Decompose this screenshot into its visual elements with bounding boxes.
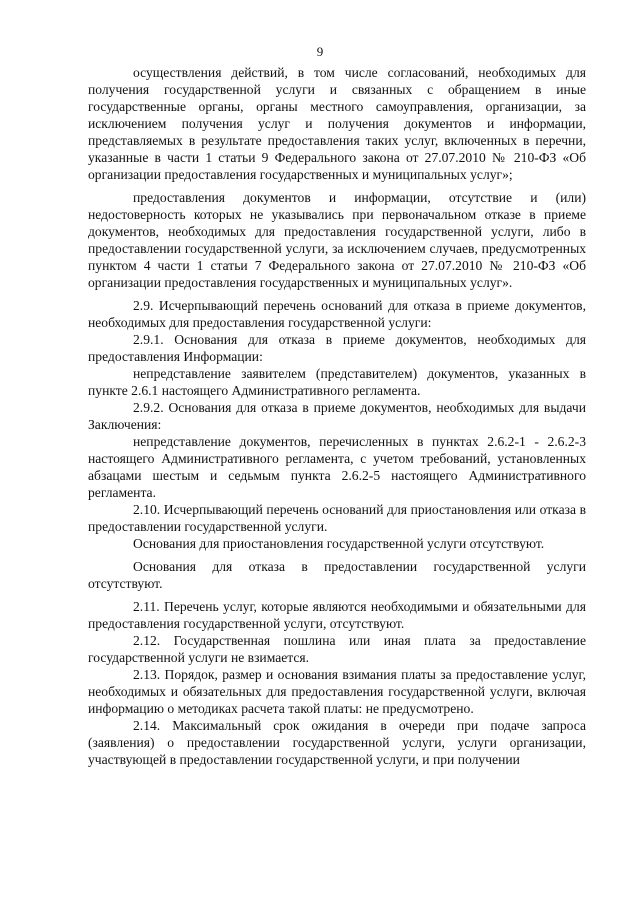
paragraph-2-9-1: 2.9.1. Основания для отказа в приеме документов, необходимых для предоставления Информации:	[88, 332, 586, 364]
page-body	[88, 64, 586, 768]
paragraph-documents-information: предоставления документов и информации, отсутствие и (или) недостоверность которых не указывались при первоначальном отказе в приеме документов, необходимых для предоставления государственной услуги, либо в предоставлении государственной услуги, за исключением случаев, предусмотренных пунктом 4 части 1 статьи 7 Федерального закона от 27.07.2010 № 210-ФЗ «Об организации предоставления государственных и муниципальных услуг».	[88, 190, 586, 290]
paragraph-suspension-grounds: Основания для приостановления государственной услуги отсутствуют.	[133, 536, 545, 551]
paragraph-2-9-1-text: непредставление заявителем (представителем) документов, указанных в пункте 2.6.1 настоящего Административного регламента.	[88, 366, 586, 398]
paragraph-2-12: 2.12. Государственная пошлина или иная плата за предоставление государственной услуги не взимается.	[88, 633, 586, 665]
paragraph-2-13: 2.13. Порядок, размер и основания взимания платы за предоставление услуг, необходимых и обязательных для предоставления государственной услуги, включая информацию о методиках расчета такой платы: не предусмотрено.	[88, 667, 586, 716]
paragraph-refusal-grounds: Основания для отказа в предоставлении государственной услуги отсутствуют.	[88, 559, 586, 591]
paragraph-2-11: 2.11. Перечень услуг, которые являются необходимыми и обязательными для предоставления государственной услуги, отсутствуют.	[88, 599, 586, 631]
paragraph-actions-approvals: осуществления действий, в том числе согласований, необходимых для получения государственной услуги и связанных с обращением в иные государственные органы, органы местного самоуправления, организации, за исключением получения услуг и получения документов и информации, представляемых в результате предоставления таких услуг, включенных в перечни, указанные в части 1 статьи 9 Федерального закона от 27.07.2010 № 210-ФЗ «Об организации предоставления государственных и муниципальных услуг»;	[88, 65, 586, 182]
paragraph-2-10: 2.10. Исчерпывающий перечень оснований для приостановления или отказа в предоставлении государственной услуги.	[88, 502, 586, 534]
paragraph-2-9: 2.9. Исчерпывающий перечень оснований для отказа в приеме документов, необходимых для предоставления государственной услуги:	[88, 298, 586, 330]
paragraph-2-14: 2.14. Максимальный срок ожидания в очереди при подаче запроса (заявления) о предоставлении государственной услуги, услуги организации, участвующей в предоставлении государственной услуги, и при получении	[88, 718, 586, 767]
paragraph-2-9-2: 2.9.2. Основания для отказа в приеме документов, необходимых для выдачи Заключения:	[88, 400, 586, 432]
page-number: 9	[316, 44, 324, 59]
paragraph-2-9-2-text: непредставление документов, перечисленных в пунктах 2.6.2-1 - 2.6.2-3 настоящего Административного регламента, с учетом требований, установленных абзацами шестым и седьмым пункта 2.6.2-5 настоящего Административного регламента.	[88, 434, 586, 500]
